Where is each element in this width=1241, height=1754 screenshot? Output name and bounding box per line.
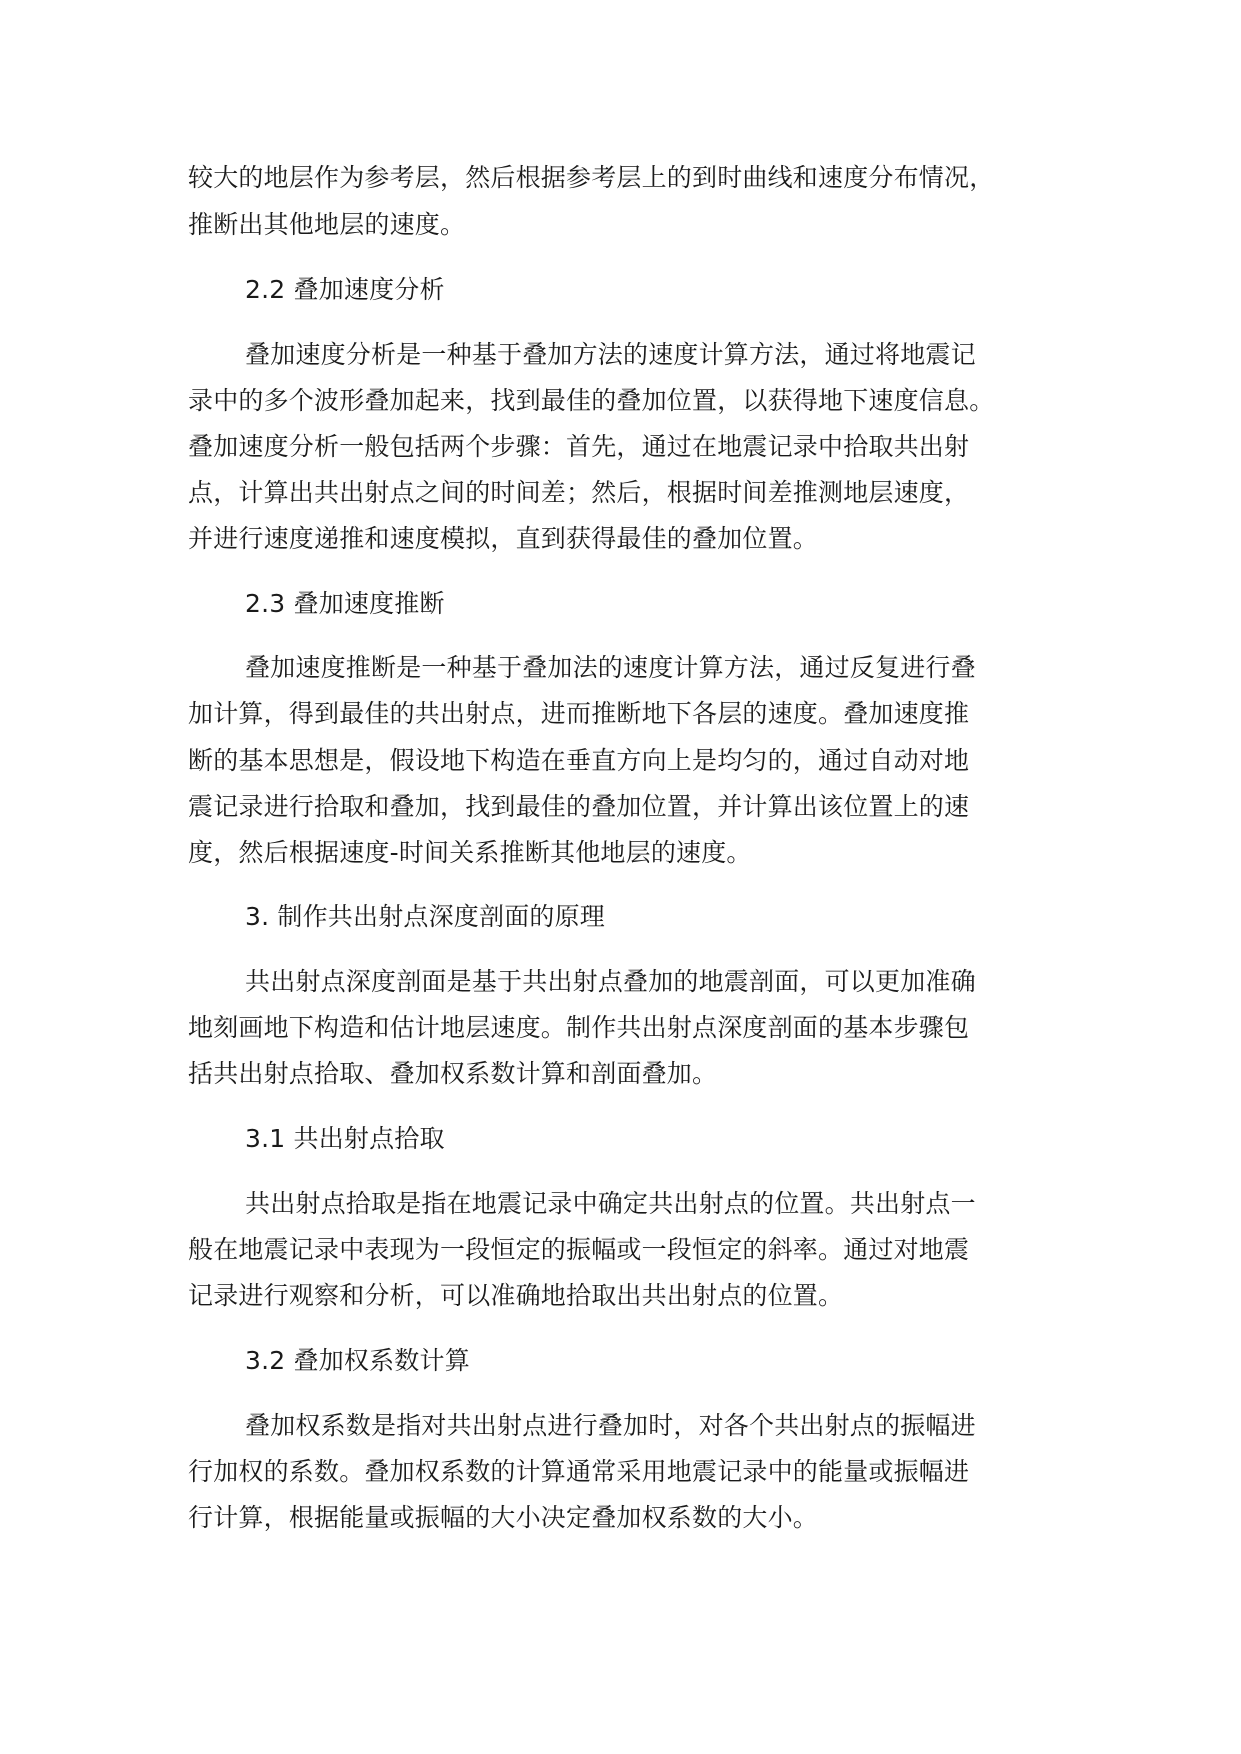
paragraph-line: 般在地震记录中表现为一段恒定的振幅或一段恒定的斜率。通过对地震 [188,1235,970,1264]
paragraph-line: 加计算，得到最佳的共出射点，进而推断地下各层的速度。叠加速度推 [188,699,970,728]
paragraph-line: 叠加速度分析是一种基于叠加方法的速度计算方法，通过将地震记 [245,340,976,369]
paragraph-line: 叠加速度分析一般包括两个步骤：首先，通过在地震记录中拾取共出射 [188,432,970,461]
paragraph-line: 震记录进行拾取和叠加，找到最佳的叠加位置，并计算出该位置上的速 [188,792,970,821]
paragraph-line: 地刻画地下构造和估计地层速度。制作共出射点深度剖面的基本步骤包 [188,1013,970,1042]
paragraph-line: 共出射点深度剖面是基于共出射点叠加的地震剖面，可以更加准确 [245,967,976,996]
paragraph-line: 点，计算出共出射点之间的时间差；然后，根据时间差推测地层速度， [188,478,970,507]
section-heading: 2.3 叠加速度推断 [245,589,445,618]
paragraph-line: 括共出射点拾取、叠加权系数计算和剖面叠加。 [188,1059,718,1088]
paragraph-line: 度，然后根据速度-时间关系推断其他地层的速度。 [188,838,752,867]
paragraph-line: 行计算，根据能量或振幅的大小决定叠加权系数的大小。 [188,1503,819,1532]
paragraph-line: 叠加权系数是指对共出射点进行叠加时，对各个共出射点的振幅进 [245,1411,976,1440]
paragraph-line: 行加权的系数。叠加权系数的计算通常采用地震记录中的能量或振幅进 [188,1457,970,1486]
paragraph-line: 录中的多个波形叠加起来，找到最佳的叠加位置，以获得地下速度信息。 [188,386,995,415]
section-heading: 2.2 叠加速度分析 [245,275,445,304]
section-heading: 3.1 共出射点拾取 [245,1124,445,1153]
section-heading: 3.2 叠加权系数计算 [245,1346,470,1375]
paragraph-line: 共出射点拾取是指在地震记录中确定共出射点的位置。共出射点一 [245,1189,976,1218]
paragraph-line: 记录进行观察和分析，可以准确地拾取出共出射点的位置。 [188,1281,844,1310]
paragraph-line: 并进行速度递推和速度模拟，直到获得最佳的叠加位置。 [188,524,819,553]
paragraph-line: 推断出其他地层的速度。 [188,210,466,239]
paragraph-line: 较大的地层作为参考层，然后根据参考层上的到时曲线和速度分布情况， [188,163,995,192]
paragraph-line: 叠加速度推断是一种基于叠加法的速度计算方法，通过反复进行叠 [245,653,976,682]
paragraph-line: 断的基本思想是，假设地下构造在垂直方向上是均匀的，通过自动对地 [188,746,970,775]
section-heading: 3. 制作共出射点深度剖面的原理 [245,902,606,931]
